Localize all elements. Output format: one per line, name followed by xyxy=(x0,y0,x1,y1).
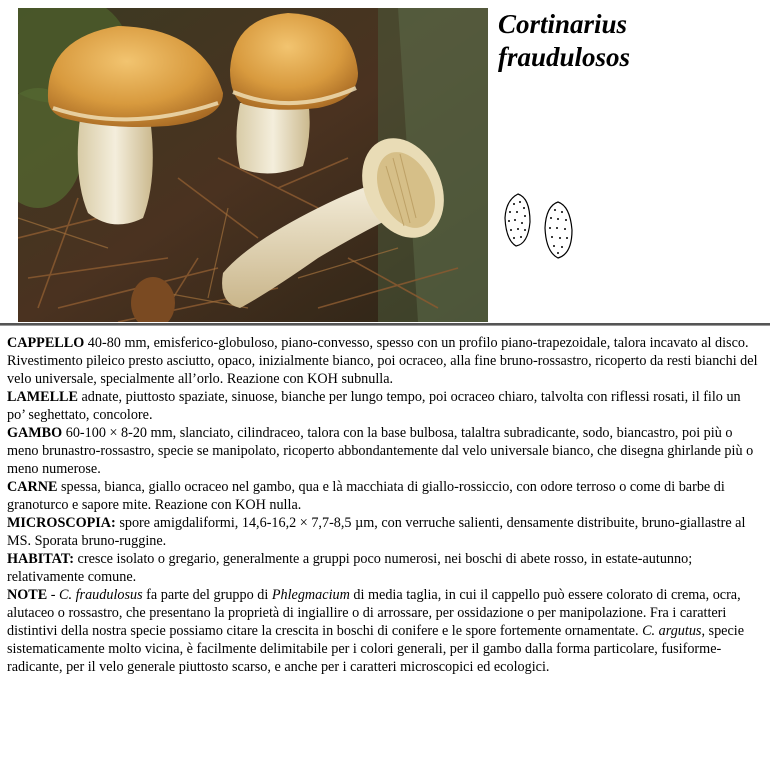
section-heading: NOTE xyxy=(7,587,48,603)
species-title-genus: Cortinarius xyxy=(498,9,628,39)
section-lamelle xyxy=(7,388,759,424)
section-heading: LAMELLE xyxy=(7,389,78,405)
note-species-name: C. fraudulosus xyxy=(59,587,143,603)
section-heading: HABITAT: xyxy=(7,551,74,567)
species-title xyxy=(498,8,758,74)
section-heading: GAMBO xyxy=(7,425,63,441)
section-habitat xyxy=(7,550,759,586)
section-text: 60-100 × 8-20 mm, slanciato, cilindraceo, talora con la base bulbosa, talaltra subradicante, sodo, biancastro, poi più o meno brunastro-rossastro, specie se manipolato, ricoperto abbondantemente dal velo universale bianco, che disegna ghirlande più o meno numerose. xyxy=(7,425,754,477)
section-text: cresce isolato o gregario, generalmente a gruppi poco numerosi, nei boschi di abete rosso, in estate-autunno; relativamente comune. xyxy=(7,551,693,585)
note-text: , specie sistematicamente molto vicina, è facilmente delimitabile per i colori generali, per il gambo dalla forma particolare, fusiforme-radicante, per il velo generale piuttosto scarso, e anche per i caratteri microscopici ed ecologici. xyxy=(7,623,744,675)
section-text: spore amigdaliformi, 14,6-16,2 × 7,7-8,5 µm, con verruche salienti, densamente distribuite, bruno-giallastre al MS. Sporata bruno-ruggine. xyxy=(7,515,746,549)
note-text: - xyxy=(47,587,60,603)
note-text: di media taglia, in cui il cappello può essere colorato di crema, ocra, alutaceo o rossastro, che presentano la proprietà di ingiallire o di arrossare, per ossidazione o per manipolazione. Fra i caratteri distintivi della nostra specie possiamo citare la crescita in boschi di conifere e le spore fortemente ornamentate. xyxy=(7,587,741,639)
note-text: fa parte del gruppo di xyxy=(142,587,272,603)
section-text: adnate, piuttosto spaziate, sinuose, bianche per lungo tempo, poi ocraceo chiaro, talvolta con riflessi rosati, il filo un po’ seghettato, concolore. xyxy=(7,389,741,423)
section-text: spessa, bianca, giallo ocraceo nel gambo, qua e là macchiata di giallo-rossiccio, con odore terroso o come di barbe di granoturco e sapore mite. Reazione con KOH nulla. xyxy=(7,479,725,513)
spore-drawing-icon xyxy=(500,188,580,266)
section-heading: MICROSCOPIA: xyxy=(7,515,116,531)
section-note xyxy=(7,586,759,676)
section-heading: CAPPELLO xyxy=(7,335,85,351)
note-species-name: C. argutus xyxy=(642,623,702,639)
divider-line xyxy=(0,323,770,326)
section-heading: CARNE xyxy=(7,479,58,495)
species-title-epithet: fraudulosos xyxy=(498,42,631,72)
note-group-name: Phlegmacium xyxy=(271,587,350,603)
section-microscopia xyxy=(7,514,759,550)
section-text: 40-80 mm, emisferico-globuloso, piano-convesso, spesso con un profilo piano-trapezoidale, talora incavato al disco. Rivestimento pileico presto asciutto, opaco, inizialmente bianco, poi ocraceo, alla fine bruno-rossastro, ricoperto da resti bianchi del velo universale, specialmente all’orlo. Reazione con KOH subnulla. xyxy=(7,335,758,387)
species-description xyxy=(7,334,759,676)
section-cappello xyxy=(7,334,759,388)
section-carne xyxy=(7,478,759,514)
mushroom-photo xyxy=(18,8,488,322)
section-gambo xyxy=(7,424,759,478)
